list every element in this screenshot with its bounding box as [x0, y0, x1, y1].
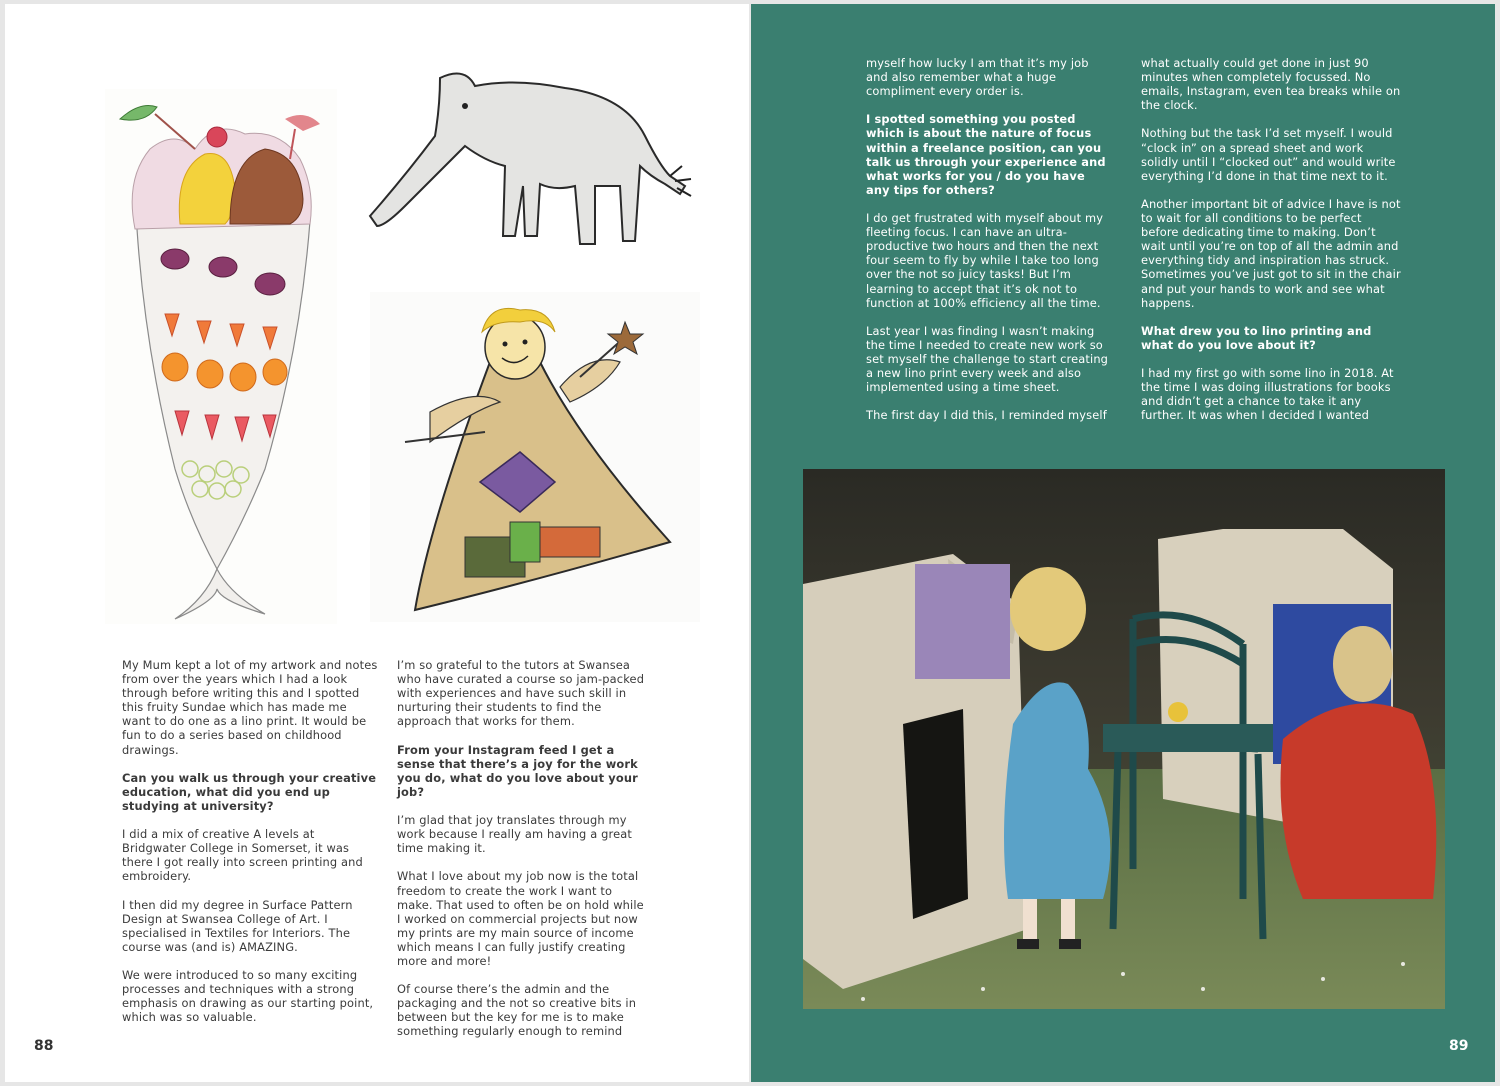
- paragraph: myself how lucky I am that it’s my job and also remember what a huge compliment every order is.: [866, 56, 1089, 99]
- paragraph: I then did my degree in Surface Pattern Design at Swansea College of Art. I specialised in Textiles for Interiors. The course was (and is) AMAZING.: [122, 897, 353, 954]
- paragraph: Another important bit of advice I have is not to wait for all conditions to be perfect before dedicating time to making. Don’t wait until you’re on top of all the admin and everything tidy and inspiration has struck. Sometimes you’ve just got to sit in the chair and put your hands to work and see what happens.: [1141, 196, 1401, 310]
- paragraph: Last year I was finding I wasn’t making the time I needed to create new work so set myself the challenge to start creating a new lino print every week and also implemented using a time sheet.: [866, 323, 1109, 395]
- question-text: Can you walk us through your creative education, what did you end up studying at university?: [122, 770, 377, 813]
- sundae-drawing: [105, 89, 337, 624]
- fairy-drawing: [370, 292, 700, 622]
- paragraph: What I love about my job now is the total freedom to create the work I want to make. That used to often be on hold while I worked on commercial projects but now my prints are my main source of income which means I can fully justify creating more and more!: [397, 869, 644, 968]
- paragraph: what actually could get done in just 90 minutes when completely focussed. No emails, Instagram, even tea breaks while on the clock.: [1141, 56, 1401, 113]
- paragraph: I’m glad that joy translates through my work because I really am having a great time making it.: [397, 813, 632, 856]
- children-painting-photo: [803, 469, 1445, 1009]
- paragraph: I had my first go with some lino in 2018. At the time I was doing illustrations for books and didn’t get a chance to take it any further. It was when I decided I wanted: [1141, 366, 1394, 423]
- right-page: [751, 4, 1495, 1082]
- anteater-drawing: [365, 66, 701, 266]
- left-column-2: [397, 658, 649, 1053]
- question-text: From your Instagram feed I get a sense that there’s a joy for the work you do, what do you love about your job?: [397, 742, 638, 799]
- right-column-2: [1141, 56, 1401, 437]
- paragraph: We were introduced to so many exciting processes and techniques with a strong emphasis on drawing as our starting point, which was so valuable.: [122, 968, 374, 1025]
- page-number-left: 88: [34, 1038, 54, 1054]
- question-text: What drew you to lino printing and what do you love about it?: [1141, 323, 1372, 352]
- left-page: [5, 4, 749, 1082]
- question-text: I spotted something you posted which is about the nature of focus within a freelance position, can you talk us through your experience and what works for you / do you have any tips for others?: [866, 112, 1106, 197]
- paragraph: The first day I did this, I reminded myself: [866, 408, 1107, 423]
- paragraph: My Mum kept a lot of my artwork and notes from over the years which I had a look through before writing this and I spotted this fruity Sundae which has made me want to do one as a lino print. It would be fun to do a series based on childhood drawings.: [122, 658, 378, 757]
- left-column-1: [122, 658, 379, 1039]
- paragraph: Of course there’s the admin and the packaging and the not so creative bits in between but the key for me is to make something regularly enough to remind: [397, 982, 637, 1039]
- right-column-1: [866, 56, 1111, 437]
- paragraph: I’m so grateful to the tutors at Swansea who have curated a course so jam-packed with experiences and have such skill in nurturing their students to find the approach that works for them.: [397, 658, 645, 729]
- page-number-right: 89: [1449, 1038, 1469, 1054]
- paragraph: I did a mix of creative A levels at Bridgwater College in Somerset, it was there I got really into screen printing and embroidery.: [122, 827, 363, 884]
- paragraph: I do get frustrated with myself about my fleeting focus. I can have an ultra-productive two hours and then the next four seem to fly by while I take too long over the not so juicy tasks! But I’m learning to accept that it’s ok not to function at 100% efficiency all the time.: [866, 211, 1104, 310]
- paragraph: Nothing but the task I’d set myself. I would “clock in” on a spread sheet and work solidly until I “clocked out” and would write everything I’d done in that time next to it.: [1141, 126, 1396, 183]
